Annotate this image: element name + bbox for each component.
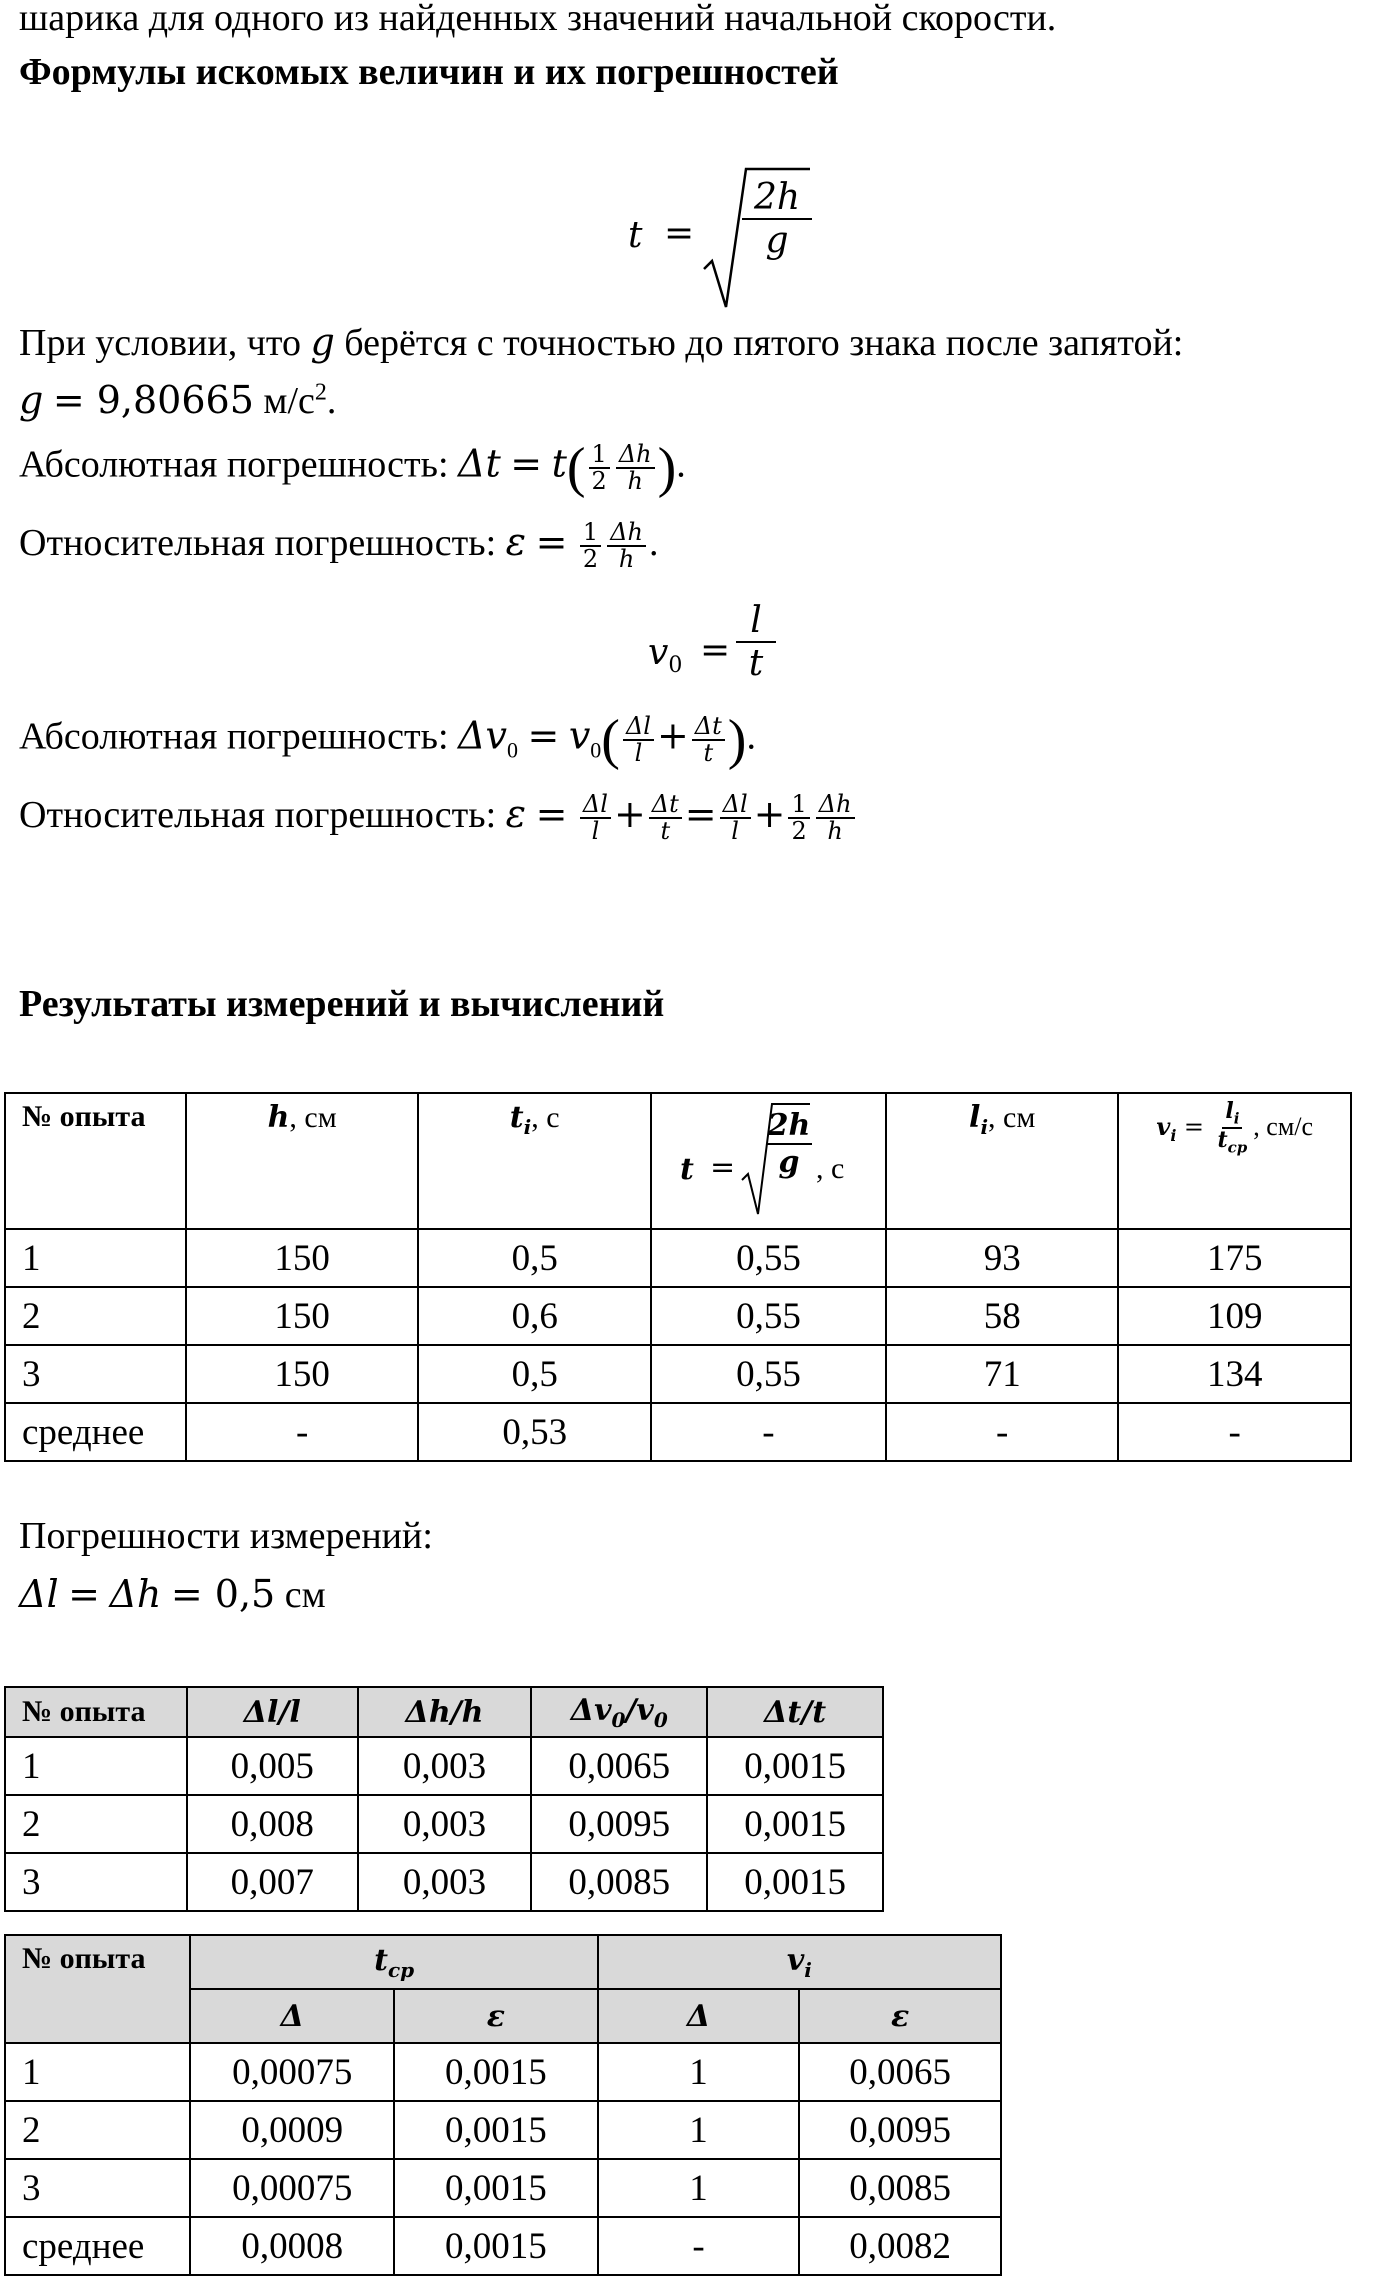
condition-text: При условии, что g берётся с точностью до пятого знака после запятой: (19, 320, 1184, 364)
table-cell: 0,0095 (799, 2101, 1001, 2159)
table-cell: 150 (186, 1345, 419, 1403)
row-label-cell: 1 (5, 2043, 190, 2101)
errors-formula: Δl = Δh = 0,5 см (19, 1572, 326, 1616)
row-label-cell: 3 (5, 1345, 186, 1403)
table-cell: 0,53 (418, 1403, 651, 1461)
header-ti: $t_i$, с (418, 1093, 651, 1229)
table-cell: 93 (886, 1229, 1118, 1287)
table-cell: 0,005 (187, 1737, 358, 1795)
row-label-cell: 1 (5, 1229, 186, 1287)
rel-error-v0: Относительная погрешность: ε = $\frac{\Delta l}{l}$ + $\frac{\Delta t}{t}$ = $\frac{\Delta l}{l}$ + $\frac{1}{2}$ $\frac{\Delta h}{h}$ (19, 792, 858, 844)
header-h: h, см (186, 1093, 419, 1229)
errors-table-header (5, 1687, 883, 1737)
table-row (5, 2217, 1001, 2275)
table-row (5, 1853, 883, 1911)
table-cell: 0,0015 (707, 1853, 883, 1911)
results-table-header (5, 1093, 1351, 1229)
table-cell: 1 (598, 2101, 800, 2159)
table-cell: 150 (186, 1287, 419, 1345)
header-t-avg: $t_{cp}$ (190, 1935, 597, 1989)
table-cell: - (186, 1403, 419, 1461)
table-cell: 0,00075 (190, 2159, 394, 2217)
table-cell: 0,008 (187, 1795, 358, 1853)
errors-table (4, 1686, 884, 1912)
header-delta: Δ (598, 1989, 800, 2043)
row-label-cell: 2 (5, 1795, 187, 1853)
table-cell: 109 (1118, 1287, 1351, 1345)
table-cell: 0,0082 (799, 2217, 1001, 2275)
table-row (5, 2159, 1001, 2217)
abs-error-t: Абсолютная погрешность: Δt = t( $\frac{1}{2}$ $\frac{\Delta h}{h}$ ). (19, 437, 686, 499)
header-dl-l: Δl/l (187, 1687, 358, 1737)
header-dt-t: Δt/t (707, 1687, 883, 1737)
table-cell: 0,5 (418, 1345, 651, 1403)
table-cell: - (886, 1403, 1118, 1461)
row-label-cell: 2 (5, 2101, 190, 2159)
table-cell: 0,0065 (531, 1737, 707, 1795)
table-cell: 0,0015 (394, 2217, 598, 2275)
table-row (5, 1403, 1351, 1461)
header-experiment-no: № опыта (5, 1093, 186, 1229)
table-cell: 150 (186, 1229, 419, 1287)
table-cell: - (1118, 1403, 1351, 1461)
table-cell: 0,0015 (394, 2159, 598, 2217)
table-cell: 175 (1118, 1229, 1351, 1287)
table-cell: 0,0085 (799, 2159, 1001, 2217)
header-epsilon: ε (799, 1989, 1001, 2043)
results-table (4, 1092, 1352, 1462)
header-vi: $v_i$ (598, 1935, 1001, 1989)
header-experiment-no: № опыта (5, 1935, 190, 2043)
formulas-heading: Формулы искомых величин и их погрешностей (19, 51, 839, 93)
table-cell: - (598, 2217, 800, 2275)
errors-label: Погрешности измерений: (19, 1515, 433, 1557)
table-cell: 1 (598, 2043, 800, 2101)
table-cell: 0,0065 (799, 2043, 1001, 2101)
table-cell: - (651, 1403, 886, 1461)
row-label-cell: среднее (5, 2217, 190, 2275)
table-row (5, 1287, 1351, 1345)
header-epsilon: ε (394, 1989, 598, 2043)
table-cell: 0,0009 (190, 2101, 394, 2159)
averages-table-header-top (5, 1935, 1001, 1989)
results-heading: Результаты измерений и вычислений (19, 983, 665, 1025)
table-row (5, 1345, 1351, 1403)
table-cell: 0,007 (187, 1853, 358, 1911)
header-vi-formula: $v_i$ = $\frac{l_i}{t_{cp}}$ , см/с (1118, 1093, 1351, 1229)
row-label-cell: 1 (5, 1737, 187, 1795)
table-cell: 0,0085 (531, 1853, 707, 1911)
table-cell: 58 (886, 1287, 1118, 1345)
header-dh-h: Δh/h (358, 1687, 532, 1737)
table-cell: 0,003 (358, 1737, 532, 1795)
g-value: g = 9,80665 $м/с^2$. (19, 378, 337, 422)
row-label-cell: среднее (5, 1403, 186, 1461)
table-cell: 0,55 (651, 1345, 886, 1403)
table-row (5, 2043, 1001, 2101)
table-cell: 0,5 (418, 1229, 651, 1287)
table-cell: 0,6 (418, 1287, 651, 1345)
table-cell: 71 (886, 1345, 1118, 1403)
header-t-formula: t = 2h g , с (651, 1093, 886, 1229)
table-cell: 0,0008 (190, 2217, 394, 2275)
table-cell: 134 (1118, 1345, 1351, 1403)
table-cell: 0,0015 (394, 2101, 598, 2159)
rel-error-t: Относительная погрешность: ε = $\frac{1}{2}$ $\frac{\Delta h}{h}$ . (19, 518, 659, 574)
averages-table (4, 1934, 1002, 2276)
table-cell: 0,55 (651, 1229, 886, 1287)
row-label-cell: 2 (5, 1287, 186, 1345)
header-delta: Δ (190, 1989, 394, 2043)
table-cell: 0,003 (358, 1795, 532, 1853)
table-cell: 0,003 (358, 1853, 532, 1911)
intro-line: шарика для одного из найденных значений начальной скорости. (19, 0, 1057, 39)
row-label-cell: 3 (5, 1853, 187, 1911)
header-li: $l_i$, см (886, 1093, 1118, 1229)
table-cell: 0,00075 (190, 2043, 394, 2101)
table-cell: 0,0015 (707, 1795, 883, 1853)
table-row (5, 1737, 883, 1795)
table-cell: 0,0015 (394, 2043, 598, 2101)
header-dv0-v0: $\Delta v_0/v_0$ (531, 1687, 707, 1737)
table-cell: 0,0015 (707, 1737, 883, 1795)
table-cell: 0,0095 (531, 1795, 707, 1853)
table-row (5, 1229, 1351, 1287)
table-row (5, 2101, 1001, 2159)
row-label-cell: 3 (5, 2159, 190, 2217)
table-cell: 0,55 (651, 1287, 886, 1345)
abs-error-v0: Абсолютная погрешность: $\Delta v_0 = v_0$( $\frac{\Delta l}{l}$ + $\frac{\Delta t}{t}$ ). (19, 709, 756, 771)
table-cell: 1 (598, 2159, 800, 2217)
table-row (5, 1795, 883, 1853)
header-experiment-no: № опыта (5, 1687, 187, 1737)
